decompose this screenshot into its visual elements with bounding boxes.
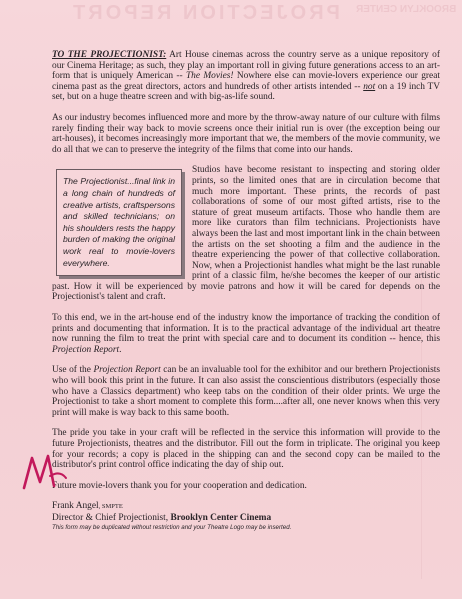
- pullquote-box: The Projectionist...final link in a long chain of hundreds of creative artists, craftspersons and skilled technicians; on his shoulders rests the happy burden of making the original work real to movie-lovers everywhere.: [56, 169, 182, 276]
- intro-paragraph: TO THE PROJECTIONIST: Art House cinemas across the country serve as a unique repository of our Cinema Heritage; as such, they play an important roll in giving future generations access to an art-form that is uniquely American -- The Movies! Nowhere else can movie-lovers experience our great cinema past as the great directors, actors and hundreds of other artists intended -- not on a 19 inch TV set, but on a huge theatre screen and with big-as-life sound.: [52, 50, 440, 103]
- footer-note: This form may be duplicated without restriction and your Theatre Logo may be inserted.: [52, 524, 292, 531]
- report-title: Projection Report: [93, 365, 161, 376]
- movies-emphasis: The Movies!: [185, 71, 234, 82]
- paragraph-3: The Projectionist...final link in a long chain of hundreds of creative artists, craftspersons and skilled technicians; on his shoulders rests the happy burden of making the original work real to movie-lovers everywhere. Studios have become resistant to inspecting and storing older prints, so the limited ones that are in circulation become that much more important. These prints, the records of past collaborations of some of our most gifted artists, rise to the stature of great museum artifacts. Those who handle them are more like curators than film technicians. Projectionists have always been the last and most important link in the chain between the artists on the set shooting a film and the audience in the theatre experiencing the power of that collective collaboration. Now, when a Projectionist handles what might be the last runable print of a classic film, he/she becomes the keeper of our artistic past. How it will be experienced by movie patrons and how it will be cared for depends on the Projectionist's talent and craft.: [52, 165, 440, 303]
- not-emphasis: not: [363, 81, 376, 92]
- reverse-side-header: BROOKLYN CENTER: [355, 4, 456, 15]
- report-title: Projection Report: [52, 344, 120, 355]
- letter-body: [52, 50, 440, 534]
- signer-title: Director & Chief Projectionist,: [52, 512, 171, 523]
- paragraph-6: The pride you take in your craft will be reflected in the service this information will provide to the future Projectionists, theatres and the distributor. Fill out the form in triplicate. The original you keep for your records; a copy is placed in the shipping can and the second copy can be mailed to the distributor's print control office indicating the day of ship out.: [52, 428, 440, 471]
- paragraph-2: As our industry becomes influenced more and more by the throw-away nature of our culture with films rarely finding their way back to movie screens once their initial run is over (the exception being our art-houses), it becomes increasingly more important that we, the members of the movie community, we do all that we can to preserve the integrity of the films that come into our hands.: [52, 112, 440, 155]
- reverse-side-title: PROJECTION REPORT: [70, 2, 340, 24]
- signature-block: Frank Angel, SMPTE Director & Chief Projectionist, Brooklyn Center Cinema: [52, 501, 272, 523]
- paragraph-5: Use of the Projection Report can be an invaluable tool for the exhibitor and our brethern Projectionists who will book this print in the future. It can also assist the conscientious distributors (especially those who have a Classics department) who keep tabs on the condition of their older prints. We urge the Projectionist to take a short moment to complete this form....after all, one never knows when this very print will make is way back to this same booth.: [52, 365, 440, 418]
- handwritten-initials-icon: [20, 452, 70, 492]
- signer-name: Frank Angel: [52, 501, 99, 512]
- paragraph-4: To this end, we in the art-house end of the industry know the importance of tracking the condition of prints and documenting that information. It is to the practical advantage of the individual art theatre now running the film to treat the print with special care and to document its condition -- hence, this Projection Report.: [52, 313, 440, 355]
- signer-org: Brooklyn Center Cinema: [170, 512, 272, 523]
- salutation: TO THE PROJECTIONIST:: [52, 50, 167, 60]
- paragraph-7: Future movie-lovers thank you for your cooperation and dedication.: [52, 480, 307, 491]
